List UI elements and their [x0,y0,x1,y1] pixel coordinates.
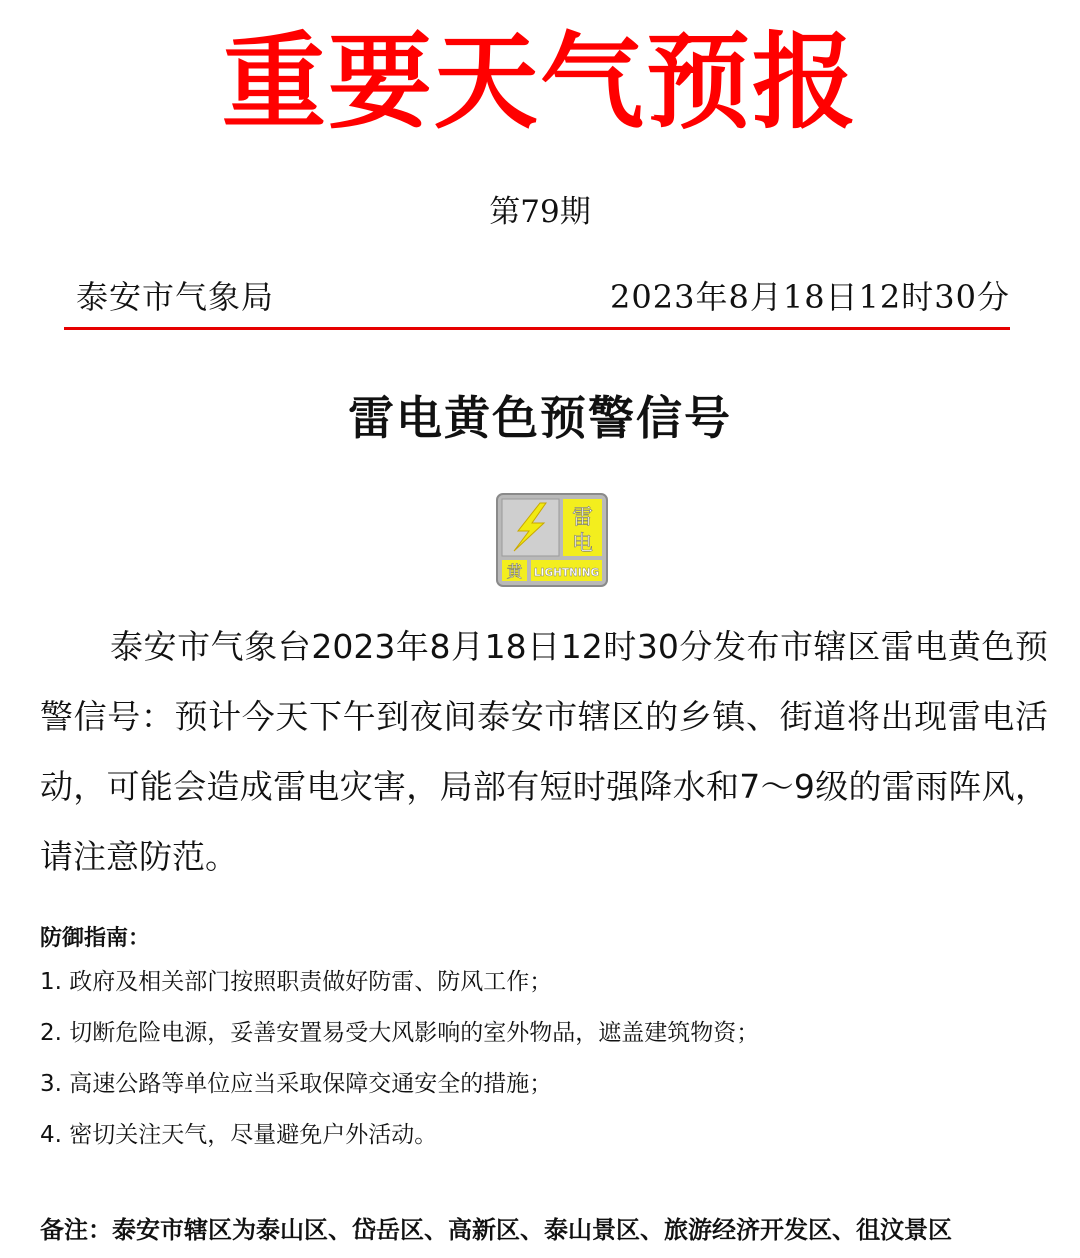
signal-char-1: 雷 [572,505,593,529]
red-divider [64,327,1010,330]
signal-label: LIGHTNING [533,567,600,579]
signal-char-2: 电 [572,531,593,555]
defense-guide-list [40,962,1040,1166]
lightning-yellow-warning-icon [496,493,608,587]
guide-item: 2. 切断危险电源，妥善安置易受大风影响的室外物品，遮盖建筑物资； [40,1020,760,1046]
guide-item: 3. 高速公路等单位应当采取保障交通安全的措施； [40,1071,553,1097]
remarks-note: 备注：泰安市辖区为泰山区、岱岳区、高新区、泰山景区、旅游经济开发区、徂汶景区 [40,1216,952,1244]
issuer-name: 泰安市气象局 [76,278,275,316]
guide-item: 1. 政府及相关部门按照职责做好防雷、防风工作； [40,969,553,995]
warning-body: 泰安市气象台2023年8月18日12时30分发布市辖区雷电黄色预警信号：预计今天下午到夜间泰安市辖区的乡镇、街道将出现雷电活动，可能会造成雷电灾害，局部有短时强降水和7～9级的雷雨阵风，请注意防范。 [40,627,1048,876]
signal-level-char: 黄 [506,562,523,581]
masthead-title: 重要天气预报 [221,20,858,143]
issue-number: 第79期 [489,194,591,230]
guide-item: 4. 密切关注天气，尽量避免户外活动。 [40,1122,438,1148]
defense-guide-title: 防御指南： [40,926,151,951]
issue-datetime: 2023年8月18日12时30分 [610,278,1010,316]
warning-headline: 雷电黄色预警信号 [348,391,732,445]
